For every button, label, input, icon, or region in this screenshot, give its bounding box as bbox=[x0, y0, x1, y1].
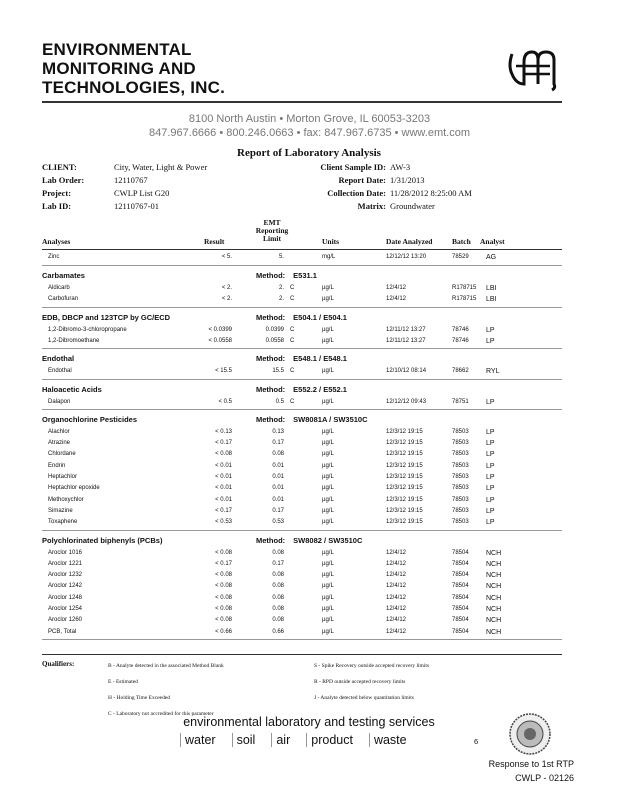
analyst-value: NCH bbox=[486, 549, 502, 557]
table-row bbox=[0, 427, 618, 438]
category-product: product bbox=[306, 733, 353, 747]
column-limit-line-3: Limit bbox=[263, 234, 281, 243]
section-method bbox=[256, 354, 347, 363]
batch-value: 78504 bbox=[452, 560, 469, 567]
table-row bbox=[0, 506, 618, 517]
analyst-value: NCH bbox=[486, 583, 502, 591]
table-row bbox=[0, 570, 618, 581]
analyte-name: Heptachlor epoxide bbox=[48, 485, 100, 492]
footer-response: Response to 1st RTP bbox=[488, 759, 574, 769]
result-value: < 0.08 bbox=[215, 572, 232, 579]
limit-value: 0.08 bbox=[272, 617, 284, 624]
limit-value: 0.08 bbox=[272, 451, 284, 458]
header-divider bbox=[42, 249, 562, 250]
batch-value: 78504 bbox=[452, 572, 469, 579]
result-value: < 0.5 bbox=[218, 398, 232, 405]
report-date-label: Report Date: bbox=[338, 175, 386, 185]
analyte-name: Chlordane bbox=[48, 451, 76, 458]
date-value: 12/3/12 19:15 bbox=[386, 440, 423, 447]
date-value: 12/4/12 bbox=[386, 560, 407, 567]
qualifiers-right bbox=[314, 658, 429, 706]
category-air: air bbox=[271, 733, 290, 747]
collection-date-label: Collection Date: bbox=[327, 188, 386, 198]
analyst-value: NCH bbox=[486, 617, 502, 625]
column-batch: Batch bbox=[452, 237, 471, 246]
unit-value: µg/L bbox=[322, 368, 334, 375]
analyst-value: LBI bbox=[486, 296, 497, 304]
info-labels-right bbox=[290, 161, 386, 213]
analyte-name: Aroclor 1248 bbox=[48, 594, 83, 601]
method-label: Method: bbox=[256, 312, 286, 322]
info-values-right bbox=[390, 161, 570, 213]
section-divider bbox=[42, 530, 562, 531]
analyte-name: Aroclor 1260 bbox=[48, 617, 83, 624]
unit-value: µg/L bbox=[322, 594, 334, 601]
date-value: 12/12/12 13:20 bbox=[386, 254, 427, 260]
batch-value: 78529 bbox=[452, 254, 469, 260]
column-result: Result bbox=[204, 237, 225, 246]
qualifier-s: S - Spike Recovery outside accepted recovery limits bbox=[314, 663, 430, 669]
analyte-name: Aldicarb bbox=[48, 285, 70, 291]
analyst-value: LP bbox=[486, 507, 495, 515]
unit-value: µg/L bbox=[322, 337, 334, 344]
company-name-line-3: TECHNOLOGIES, INC. bbox=[42, 78, 226, 97]
unit-value: µg/L bbox=[322, 462, 334, 469]
table-row bbox=[0, 449, 618, 460]
table-bottom-divider bbox=[42, 654, 562, 655]
report-date-value: 1/31/2013 bbox=[390, 175, 425, 185]
lab-order-value: 12110767 bbox=[114, 175, 148, 185]
batch-value: 78504 bbox=[452, 583, 469, 590]
unit-value: µg/L bbox=[322, 326, 334, 333]
table-row bbox=[0, 397, 618, 408]
analyte-name: Simazine bbox=[48, 507, 73, 514]
analyte-name: Endothal bbox=[48, 368, 72, 375]
batch-value: 78746 bbox=[452, 326, 469, 333]
analyte-name: 1,2-Dibromo-3-chloropropane bbox=[48, 326, 127, 333]
date-value: 12/3/12 19:15 bbox=[386, 462, 423, 469]
analyte-name: Aroclor 1242 bbox=[48, 583, 83, 590]
limit-value: 0.08 bbox=[272, 583, 284, 590]
method-label: Method: bbox=[256, 384, 286, 394]
qualifiers-label: Qualifiers: bbox=[42, 660, 75, 668]
date-value: 12/4/12 bbox=[386, 628, 407, 635]
section-heading: Haloacetic Acids bbox=[42, 384, 102, 394]
analyte-name: Methoxychlor bbox=[48, 496, 84, 503]
analyst-value: LP bbox=[486, 519, 495, 527]
analyst-value: LP bbox=[486, 440, 495, 448]
section-divider bbox=[42, 639, 562, 640]
batch-value: 78751 bbox=[452, 398, 469, 405]
limit-value: 0.5 bbox=[275, 398, 284, 405]
qualifier-r: R - RPD outside accepted recovery limits bbox=[314, 679, 406, 685]
date-value: 12/4/12 bbox=[386, 617, 407, 624]
date-value: 12/3/12 19:15 bbox=[386, 428, 423, 435]
analyte-name: Alachlor bbox=[48, 428, 70, 435]
matrix-value: Groundwater bbox=[390, 201, 435, 211]
category-soil: soil bbox=[232, 733, 256, 747]
analyst-value: LP bbox=[486, 428, 495, 436]
batch-value: 78746 bbox=[452, 337, 469, 344]
date-value: 12/11/12 13:27 bbox=[386, 326, 426, 333]
limit-value: 0.08 bbox=[272, 549, 284, 556]
qualifier-value: C bbox=[290, 326, 295, 333]
column-limit-line-1: EMT bbox=[263, 218, 281, 227]
date-value: 12/4/12 bbox=[386, 296, 407, 303]
date-value: 12/3/12 19:15 bbox=[386, 474, 423, 480]
table-row bbox=[0, 366, 618, 377]
section-divider bbox=[42, 348, 562, 349]
table-row bbox=[0, 252, 618, 263]
row-divider bbox=[42, 265, 562, 266]
unit-value: µg/L bbox=[322, 428, 334, 435]
unit-value: µg/L bbox=[322, 560, 334, 567]
analyst-value: NCH bbox=[486, 628, 502, 636]
limit-value: 0.08 bbox=[272, 606, 284, 612]
section-heading: EDB, DBCP and 123TCP by GC/ECD bbox=[42, 312, 171, 322]
limit-value: 0.01 bbox=[272, 474, 284, 480]
result-value: < 0.01 bbox=[215, 485, 232, 492]
result-value: < 0.17 bbox=[215, 440, 232, 447]
batch-value: 78503 bbox=[452, 519, 469, 526]
limit-value: 0.53 bbox=[272, 519, 284, 526]
unit-value: µg/L bbox=[322, 285, 334, 291]
analyst-value: LP bbox=[486, 496, 495, 504]
date-value: 12/4/12 bbox=[386, 594, 407, 601]
result-value: < 0.01 bbox=[215, 496, 232, 503]
unit-value: µg/L bbox=[322, 572, 334, 579]
result-value: < 5. bbox=[221, 254, 232, 260]
client-label: CLIENT: bbox=[42, 162, 77, 172]
analyst-value: LP bbox=[486, 326, 495, 334]
info-values-left bbox=[114, 161, 294, 213]
unit-value: µg/L bbox=[322, 496, 334, 503]
lab-order-label: Lab Order: bbox=[42, 175, 85, 185]
qualifiers-left bbox=[108, 658, 224, 722]
analyte-name: Toxaphene bbox=[48, 519, 78, 526]
emt-logo-icon bbox=[506, 44, 560, 94]
section-method bbox=[256, 385, 347, 394]
analyst-value: NCH bbox=[486, 572, 502, 580]
unit-value: µg/L bbox=[322, 485, 334, 492]
section-divider bbox=[42, 307, 562, 308]
limit-value: 0.17 bbox=[272, 507, 284, 514]
limit-value: 0.01 bbox=[272, 485, 284, 492]
column-limit-line-2: Reporting bbox=[255, 226, 289, 235]
qualifier-c: C - Laboratory not accredited for this parameter bbox=[108, 711, 214, 717]
result-value: < 0.53 bbox=[215, 519, 232, 526]
limit-value: 0.08 bbox=[272, 572, 284, 579]
limit-value: 2. bbox=[278, 296, 284, 303]
section-method bbox=[256, 313, 347, 322]
batch-value: 78504 bbox=[452, 628, 469, 635]
footer-document-id: CWLP - 02126 bbox=[515, 773, 574, 783]
company-contact: 847.967.6666 • 800.246.0663 • fax: 847.967.6735 • www.emt.com bbox=[149, 127, 470, 139]
lab-id-label: Lab ID: bbox=[42, 201, 72, 211]
qualifier-value: C bbox=[290, 398, 295, 405]
date-value: 12/4/12 bbox=[386, 583, 407, 590]
column-reporting-limit bbox=[242, 219, 302, 243]
category-waste: waste bbox=[369, 733, 407, 747]
table-row bbox=[0, 438, 618, 449]
project-value: CWLP List G20 bbox=[114, 188, 170, 198]
batch-value: 78503 bbox=[452, 451, 469, 458]
result-value: < 0.17 bbox=[215, 507, 232, 514]
date-value: 12/3/12 19:15 bbox=[386, 451, 423, 458]
batch-value: 78504 bbox=[452, 606, 469, 612]
table-row bbox=[0, 627, 618, 638]
analyte-name: PCB, Total bbox=[48, 628, 77, 635]
table-row bbox=[0, 461, 618, 472]
column-analyses: Analyses bbox=[42, 237, 71, 246]
method-value: E552.2 / E552.1 bbox=[293, 384, 347, 394]
date-value: 12/4/12 bbox=[386, 572, 407, 579]
qualifier-value: C bbox=[290, 337, 295, 344]
column-date-analyzed: Date Analyzed bbox=[386, 237, 433, 246]
method-value: E531.1 bbox=[293, 271, 317, 280]
limit-value: 5. bbox=[278, 254, 284, 260]
result-value: < 0.08 bbox=[215, 451, 232, 458]
limit-value: 0.0558 bbox=[265, 337, 284, 344]
qualifier-value: C bbox=[290, 285, 295, 291]
batch-value: 78503 bbox=[452, 474, 469, 480]
method-value: E548.1 / E548.1 bbox=[293, 354, 347, 364]
unit-value: µg/L bbox=[322, 507, 334, 514]
batch-value: 78503 bbox=[452, 485, 469, 492]
date-value: 12/10/12 08:14 bbox=[386, 368, 427, 375]
method-label: Method: bbox=[256, 354, 286, 364]
date-value: 12/3/12 19:15 bbox=[386, 507, 423, 514]
method-label: Method: bbox=[256, 414, 286, 424]
lab-id-value: 12110767-01 bbox=[114, 201, 160, 211]
letterhead-divider bbox=[42, 101, 562, 103]
company-address: 8100 North Austin • Morton Grove, IL 60053-3203 bbox=[188, 113, 431, 125]
date-value: 12/12/12 09:43 bbox=[386, 398, 427, 405]
analyte-name: Atrazine bbox=[48, 440, 71, 447]
batch-value: 78504 bbox=[452, 617, 469, 624]
analyte-name: Endrin bbox=[48, 462, 66, 469]
unit-value: µg/L bbox=[322, 440, 334, 447]
table-row bbox=[0, 336, 618, 347]
result-value: < 0.13 bbox=[215, 428, 232, 435]
client-sample-id-label: Client Sample ID: bbox=[320, 162, 386, 172]
result-value: < 0.01 bbox=[215, 474, 232, 480]
unit-value: µg/L bbox=[322, 451, 334, 458]
method-value: E504.1 / E504.1 bbox=[293, 312, 347, 322]
qualifier-h: H - Holding Time Exceeded bbox=[108, 695, 171, 701]
qualifier-e: E - Estimated bbox=[108, 679, 138, 685]
company-name bbox=[42, 40, 225, 97]
analyte-name: Heptachlor bbox=[48, 474, 78, 480]
result-value: < 0.08 bbox=[215, 549, 232, 556]
limit-value: 0.66 bbox=[272, 628, 284, 635]
date-value: 12/11/12 13:27 bbox=[386, 337, 426, 344]
batch-value: R178715 bbox=[452, 285, 477, 291]
project-label: Project: bbox=[42, 188, 72, 198]
section-heading: Organochlorine Pesticides bbox=[42, 414, 138, 424]
table-row bbox=[0, 283, 618, 294]
section-method bbox=[256, 415, 368, 424]
result-value: < 2. bbox=[221, 296, 232, 303]
unit-value: µg/L bbox=[322, 519, 334, 526]
analyst-value: NCH bbox=[486, 560, 502, 568]
batch-value: 78503 bbox=[452, 440, 469, 447]
section-divider bbox=[42, 409, 562, 410]
date-value: 12/3/12 19:15 bbox=[386, 519, 423, 526]
table-row bbox=[0, 325, 618, 336]
column-units: Units bbox=[322, 237, 340, 246]
method-value: SW8082 / SW3510C bbox=[293, 535, 363, 545]
limit-value: 0.13 bbox=[272, 428, 284, 435]
client-value: City, Water, Light & Power bbox=[114, 162, 208, 172]
unit-value: mg/L bbox=[322, 254, 336, 260]
batch-value: 78503 bbox=[452, 428, 469, 435]
table-row bbox=[0, 472, 618, 483]
unit-value: µg/L bbox=[322, 617, 334, 624]
table-row bbox=[0, 581, 618, 592]
accreditation-seal-icon bbox=[508, 712, 552, 756]
client-sample-id-value: AW-3 bbox=[390, 162, 411, 172]
table-row bbox=[0, 294, 618, 305]
company-name-line-1: ENVIRONMENTAL bbox=[42, 40, 192, 59]
analyst-value: RYL bbox=[486, 368, 500, 376]
unit-value: µg/L bbox=[322, 583, 334, 590]
limit-value: 0.17 bbox=[272, 440, 284, 447]
result-value: < 0.08 bbox=[215, 594, 232, 601]
limit-value: 2. bbox=[278, 285, 284, 291]
services-tagline: environmental laboratory and testing services bbox=[183, 715, 435, 729]
analyte-name: 1,2-Dibromoethane bbox=[48, 337, 100, 344]
batch-value: 78503 bbox=[452, 507, 469, 514]
result-value: < 0.0558 bbox=[208, 337, 232, 344]
result-value: < 0.17 bbox=[215, 560, 232, 567]
result-value: < 0.08 bbox=[215, 606, 232, 612]
date-value: 12/4/12 bbox=[386, 285, 407, 291]
date-value: 12/3/12 19:15 bbox=[386, 496, 423, 503]
analyte-name: Carbofuran bbox=[48, 296, 79, 303]
table-row bbox=[0, 604, 618, 615]
qualifier-j: J - Analyte detected below quantitation limits bbox=[314, 695, 414, 701]
limit-value: 15.5 bbox=[272, 368, 284, 375]
analyst-value: NCH bbox=[486, 594, 502, 602]
unit-value: µg/L bbox=[322, 398, 334, 405]
service-categories bbox=[180, 733, 423, 747]
limit-value: 0.01 bbox=[272, 496, 284, 503]
limit-value: 0.17 bbox=[272, 560, 284, 567]
section-method bbox=[256, 271, 317, 280]
result-value: < 0.01 bbox=[215, 462, 232, 469]
result-value: < 2. bbox=[221, 285, 232, 291]
batch-value: R178715 bbox=[452, 296, 477, 303]
section-heading: Carbamates bbox=[42, 271, 85, 280]
matrix-label: Matrix: bbox=[357, 201, 386, 211]
analyst-value: AG bbox=[486, 254, 497, 261]
analyte-name: Aroclor 1016 bbox=[48, 549, 83, 556]
unit-value: µg/L bbox=[322, 549, 334, 556]
analyst-value: LP bbox=[486, 462, 495, 470]
unit-value: µg/L bbox=[322, 296, 334, 303]
collection-date-value: 11/28/2012 8:25:00 AM bbox=[390, 188, 472, 198]
analyst-value: LBI bbox=[486, 285, 497, 292]
table-row bbox=[0, 559, 618, 570]
company-name-line-2: MONITORING AND bbox=[42, 59, 196, 78]
table-row bbox=[0, 593, 618, 604]
result-value: < 0.08 bbox=[215, 617, 232, 624]
table-row bbox=[0, 483, 618, 494]
analyte-name: Aroclor 1221 bbox=[48, 560, 83, 567]
column-analyst: Analyst bbox=[480, 237, 505, 246]
batch-value: 78662 bbox=[452, 368, 469, 375]
section-heading: Endothal bbox=[42, 354, 75, 364]
date-value: 12/3/12 19:15 bbox=[386, 485, 423, 492]
method-label: Method: bbox=[256, 271, 286, 280]
table-row bbox=[0, 548, 618, 559]
batch-value: 78503 bbox=[452, 496, 469, 503]
limit-value: 0.08 bbox=[272, 594, 284, 601]
limit-value: 0.0399 bbox=[265, 326, 284, 333]
batch-value: 78503 bbox=[452, 462, 469, 469]
analyte-name: Aroclor 1254 bbox=[48, 606, 83, 612]
analyte-name: Dalapon bbox=[48, 398, 71, 405]
result-value: < 0.0399 bbox=[208, 326, 232, 333]
unit-value: µg/L bbox=[322, 474, 334, 480]
analyst-value: LP bbox=[486, 337, 495, 345]
unit-value: µg/L bbox=[322, 606, 334, 612]
qualifier-value: C bbox=[290, 368, 295, 375]
limit-value: 0.01 bbox=[272, 462, 284, 469]
table-row bbox=[0, 517, 618, 528]
analyst-value: NCH bbox=[486, 606, 502, 613]
method-value: SW8081A / SW3510C bbox=[293, 414, 368, 424]
info-labels-left bbox=[42, 161, 102, 213]
batch-value: 78504 bbox=[452, 549, 469, 556]
qualifier-value: C bbox=[290, 296, 295, 303]
analyst-value: LP bbox=[486, 398, 495, 406]
table-row bbox=[0, 495, 618, 506]
analyte-name: Zinc bbox=[48, 254, 60, 260]
report-title: Report of Laboratory Analysis bbox=[237, 147, 381, 159]
section-heading: Polychlorinated biphenyls (PCBs) bbox=[42, 535, 163, 545]
table-row bbox=[0, 615, 618, 626]
analyst-value: LP bbox=[486, 474, 495, 481]
section-divider bbox=[42, 379, 562, 380]
batch-value: 78504 bbox=[452, 594, 469, 601]
result-value: < 0.66 bbox=[215, 628, 232, 635]
result-value: < 0.08 bbox=[215, 583, 232, 590]
date-value: 12/4/12 bbox=[386, 549, 407, 556]
date-value: 12/4/12 bbox=[386, 606, 407, 612]
page-number: 6 bbox=[474, 737, 479, 746]
category-water: water bbox=[180, 733, 216, 747]
unit-value: µg/L bbox=[322, 628, 334, 635]
method-label: Method: bbox=[256, 535, 286, 545]
analyst-value: LP bbox=[486, 451, 495, 459]
analyst-value: LP bbox=[486, 485, 495, 493]
analyte-name: Aroclor 1232 bbox=[48, 572, 83, 579]
result-value: < 15.5 bbox=[215, 368, 232, 375]
qualifier-b: B - Analyte detected in the associated Method Blank bbox=[108, 663, 224, 669]
section-method bbox=[256, 536, 362, 545]
